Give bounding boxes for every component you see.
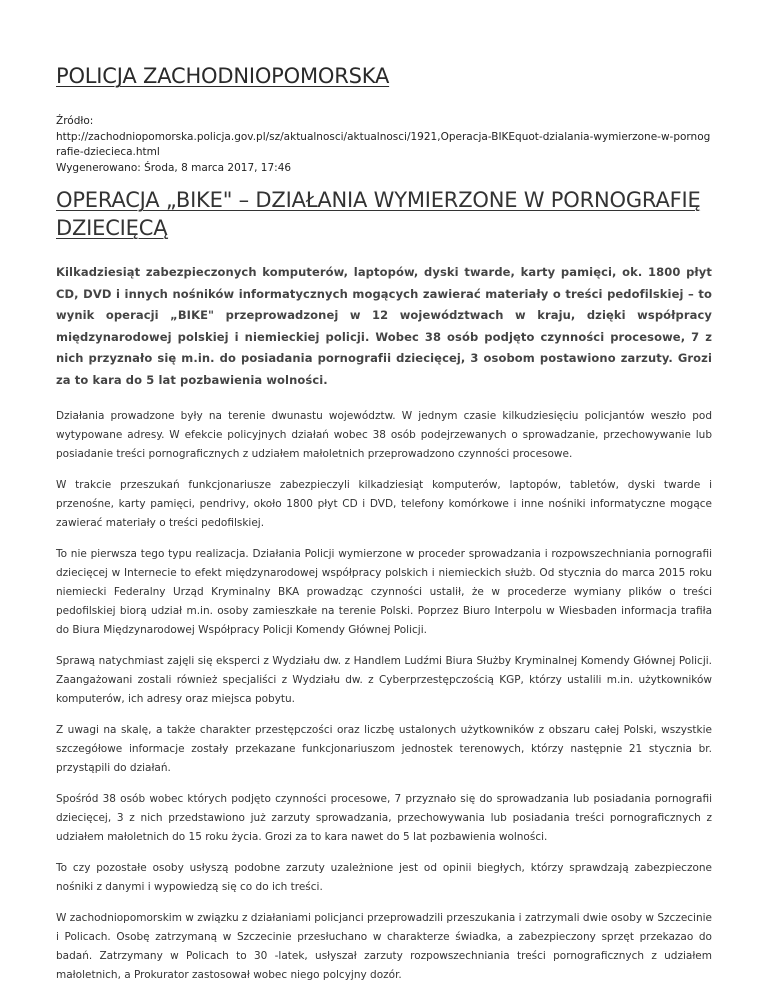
source-label: Źródło: (56, 115, 94, 127)
article-lead: Kilkadziesiąt zabezpieczonych komputerów, laptopów, dyski twarde, karty pamięci, ok. 1800 płyt CD, DVD i innych nośników informatycznych mogących zawierać materiały o treści pedofilskiej – to wynik operacji „BIKE" przeprowadzonej w 12 województwach w kraju, dzięki współpracy międzynarodowej polskiej i niemieckiej policji. Wobec 38 osób podjęto czynności procesowe, 7 z nich przyznało się m.in. do posiadania pornografii dziecięcej, 3 osobom postawiono zarzuty. Grozi za to kara do 5 lat pozbawienia wolności. (56, 265, 712, 387)
article-paragraph: To nie pierwsza tego typu realizacja. Działania Policji wymierzone w proceder sprowadzania i rozpowszechniania pornografii dziecięcej w Internecie to efekt międzynarodowej współpracy polskich i niemieckich służb. Od stycznia do marca 2015 roku niemiecki Federalny Urząd Kryminalny BKA prowadząc czynności ustalił, że w procederze wymiany plików o treści pedofilskiej biorą udział m.in. osoby zamieszkałe na terenie Polski. Poprzez Biuro Interpolu w Wiesbaden informacja trafiła do Biura Międzynarodowej Współpracy Policji Komendy Głównej Policji. (56, 548, 712, 636)
source-url: http://zachodniopomorska.policja.gov.pl/sz/aktualnosci/aktualnosci/1921,Operacja-BIKEquot-dzialania-wymierzone-w-pornografie-dziecieca.html (56, 130, 711, 158)
article-title: OPERACJA „BIKE" – DZIAŁANIA WYMIERZONE W PORNOGRAFIĘ DZIECIĘCĄ (56, 188, 701, 240)
article-paragraph: W zachodniopomorskim w związku z działaniami policjanci przeprowadzili przeszukania i zatrzymali dwie osoby w Szczecinie i Policach. Osobę zatrzymaną w Szczecinie przesłuchano w charakterze świadka, a zabezpieczony sprzęt przekazao do badań. Zatrzymany w Policach to 30 -latek, usłyszał zarzuty rozpowszechniania treści pornograficznych z udziałem małoletnich, a Prokurator zastosował wobec niego polcyjny dozór. (56, 912, 712, 981)
generated-timestamp: Wygenerowano: Środa, 8 marca 2017, 17:46 (56, 161, 292, 174)
article-paragraph: Z uwagi na skalę, a także charakter przestępczości oraz liczbę ustalonych użytkowników z obszaru całej Polski, wszystkie szczegółowe informacje zostały przekazane funkcjonariuszom jednostek terenowych, którzy następnie 21 stycznia br. przystąpili do działań. (56, 724, 712, 774)
article-paragraph: To czy pozostałe osoby usłyszą podobne zarzuty uzależnione jest od opinii biegłych, którzy sprawdzają zabezpieczone nośniki z danymi i wypowiedzą się co do ich treści. (56, 862, 712, 893)
article-paragraph: Spośród 38 osób wobec których podjęto czynności procesowe, 7 przyznało się do sprowadzania lub posiadania pornografii dziecięcej, 3 z nich przedstawiono już zarzuty sprowadzania, przechowywania lub posiadania treści pornograficznych z udziałem małoletnich do 15 roku życia. Grozi za to kara nawet do 5 lat pozbawienia wolności. (56, 793, 712, 843)
document-meta (56, 114, 712, 176)
article-paragraph: W trakcie przeszukań funkcjonariusze zabezpieczyli kilkadziesiąt komputerów, laptopów, tabletów, dyski twarde i przenośne, karty pamięci, pendrivy, około 1800 płyt CD i DVD, telefony komórkowe i inne nośniki informatyczne mogące zawierać materiały o treści pedofilskiej. (56, 479, 712, 529)
site-title: POLICJA ZACHODNIOPOMORSKA (56, 64, 390, 88)
article-paragraph: Sprawą natychmiast zajęli się eksperci z Wydziału dw. z Handlem Ludźmi Biura Służby Kryminalnej Komendy Głównej Policji. Zaangażowani zostali również specjaliści z Wydziału dw. z Cyberprzestępczością KGP, którzy ustalili m.in. użytkowników komputerów, ich adresy oraz miejsca pobytu. (56, 655, 712, 705)
article-paragraph: Działania prowadzone były na terenie dwunastu województw. W jednym czasie kilkudziesięciu policjantów weszło pod wytypowane adresy. W efekcie policyjnych działań wobec 38 osób podejrzewanych o sprowadzanie, przechowywanie lub posiadanie treści pornograficznych z udziałem małoletnich przeprowadzono czynności procesowe. (56, 410, 712, 460)
